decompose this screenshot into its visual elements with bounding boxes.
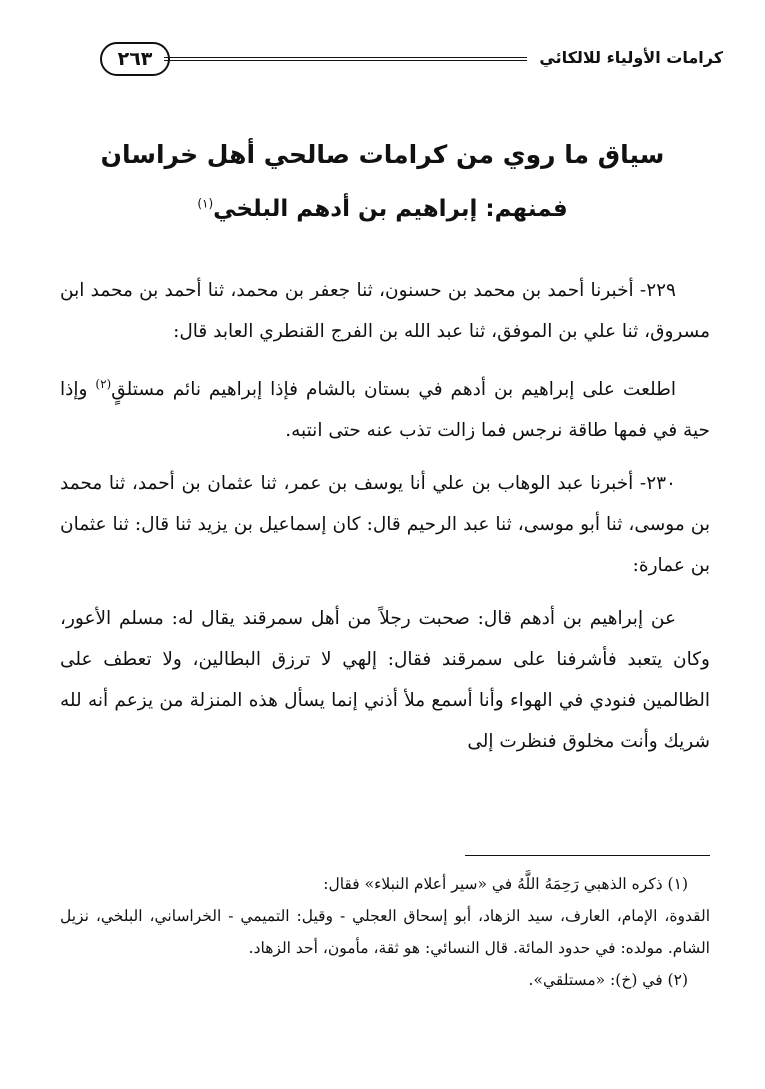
paragraph-229-narration-part2: وإذا حية في فمها طاقة نرجس فما زالت تذب عنه حتى انتبه. <box>60 379 710 442</box>
footnote-separator <box>465 855 710 856</box>
footnote-1-body: القدوة، الإمام، العارف، سيد الزهاد، أبو إسحاق العجلي - وقيل: التميمي - الخراساني، البلخي، نزيل الشام. مولده: في حدود المائة. قال النسائي: هو ثقة، مأمون، أحد الزهاد. <box>60 907 710 957</box>
body-text <box>60 270 710 774</box>
running-header <box>100 42 723 78</box>
paragraph-229-narration-part1: اطلعت على إبراهيم بن أدهم في بستان بالشام فإذا إبراهيم نائم مستلقٍ <box>111 379 676 401</box>
footnote-ref-2: (٢) <box>95 377 112 391</box>
book-title: كرامات الأولياء للالكائي <box>539 48 723 67</box>
header-double-rule <box>164 57 527 61</box>
paragraph-229: ٢٢٩- أخبرنا أحمد بن محمد بن حسنون، ثنا جعفر بن محمد، ثنا أحمد بن محمد ابن مسروق، ثنا علي بن الموفق، ثنا عبد الله بن الفرج القنطري العابد قال: <box>60 280 710 342</box>
paragraph-230: ٢٣٠- أخبرنا عبد الوهاب بن علي أنا يوسف بن عمر، ثنا عثمان بن أحمد، ثنا محمد بن موسى، ثنا أبو موسى، ثنا عبد الرحيم قال: كان إسماعيل بن يزيد ثنا قال: ثنا عثمان بن عمارة: <box>60 473 710 577</box>
section-title: سياق ما روي من كرامات صالحي أهل خراسان <box>100 140 665 169</box>
page-number: ٢٦٣ <box>100 42 170 76</box>
footnote-2: (٢) في (خ): «مستلقي». <box>528 971 688 989</box>
footnote-ref-1: (١) <box>197 196 214 211</box>
subtitle-text: فمنهم: إبراهيم بن أدهم البلخي <box>213 196 568 222</box>
subtitle <box>60 196 705 222</box>
paragraph-230-narration: عن إبراهيم بن أدهم قال: صحبت رجلاً من أهل سمرقند يقال له: مسلم الأعور، وكان يتعبد فأشرفنا على سمرقند فقال: إلهي لا ترزق البطالين، ولا تعطف على الظالمين فنودي في الهواء وأنا أسمع ملأ أذني إنما يسأل هذه المنزلة من يزعم أنه لله شريك وأنت مخلوق فنظرت إلى <box>60 608 710 753</box>
paragraph-229-narration <box>60 364 710 451</box>
footnote-1-intro: (١) ذكره الذهبي رَحِمَهُ اللَّهُ في «سير أعلام النبلاء» فقال: <box>323 875 688 893</box>
footnotes <box>60 868 710 996</box>
